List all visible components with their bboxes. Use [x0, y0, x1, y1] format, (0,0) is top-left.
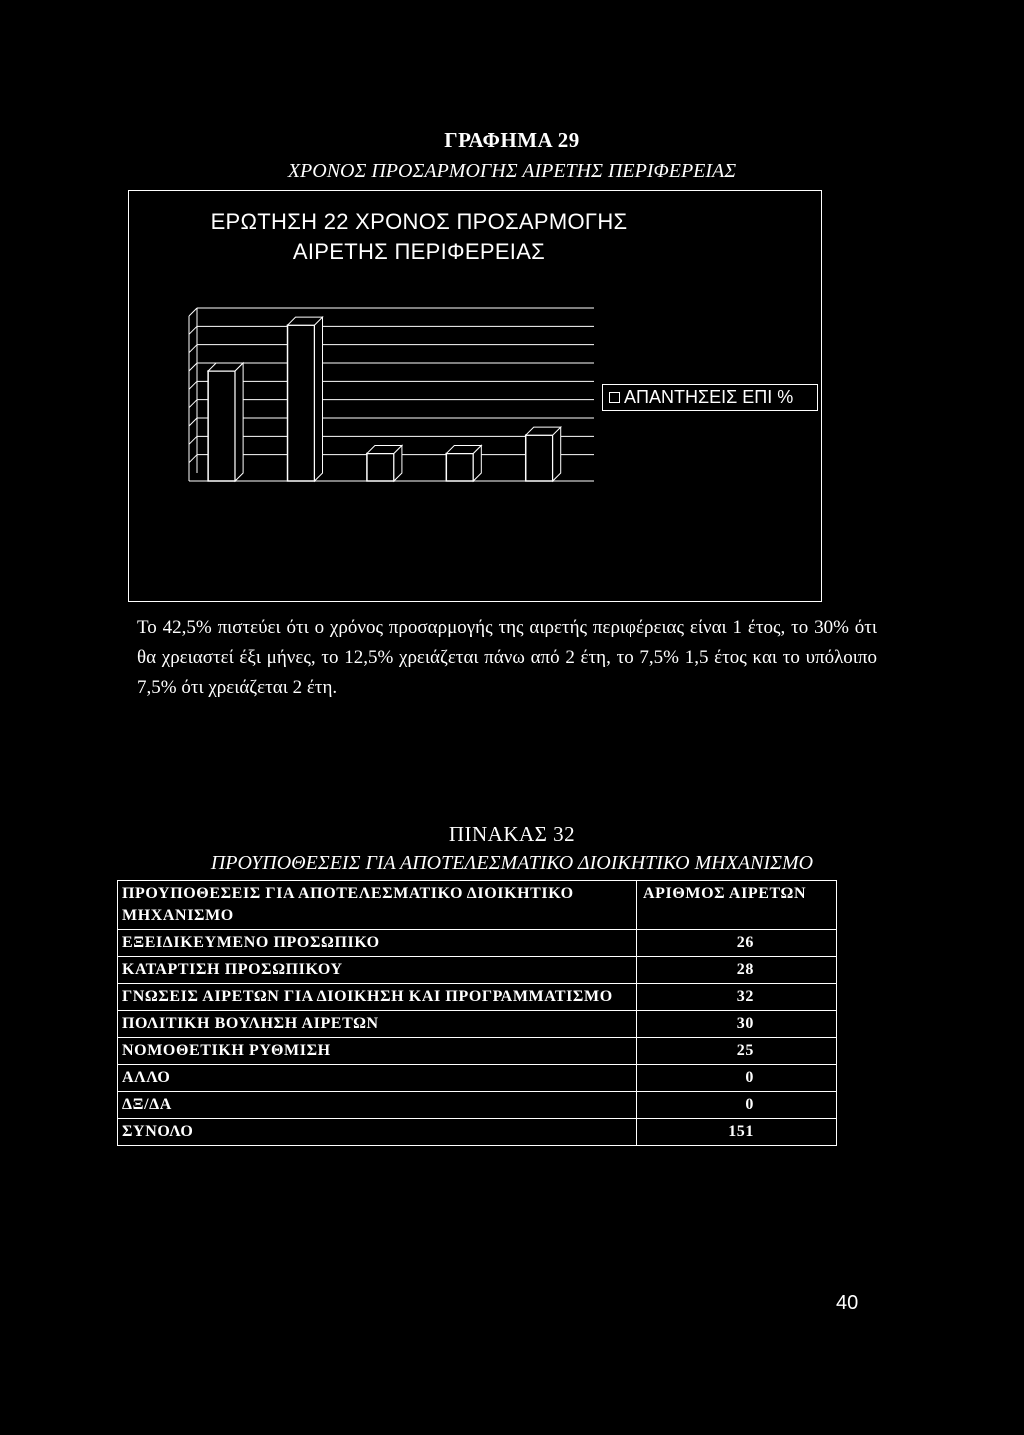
table-row — [118, 1065, 837, 1092]
table-cell-value: 25 — [637, 1038, 837, 1065]
table-cell-value: 30 — [637, 1011, 837, 1038]
gridline-side — [189, 326, 197, 334]
bar — [288, 325, 315, 481]
table-cell-label: ΚΑΤΑΡΤΙΣΗ ΠΡΟΣΩΠΙΚΟΥ — [118, 957, 637, 984]
page-number: 40 — [836, 1292, 859, 1314]
table-cell-value: 0 — [637, 1065, 837, 1092]
table-row — [118, 1092, 837, 1119]
graph-subtitle: ΧΡΟΝΟΣ ΠΡΟΣΑΡΜΟΓΗΣ ΑΙΡΕΤΗΣ ΠΕΡΙΦΕΡΕΙΑΣ — [287, 160, 737, 182]
bar — [208, 371, 235, 481]
chart-frame — [128, 190, 822, 602]
table-header-row — [118, 881, 837, 930]
chart-title-line-1: ΕΡΩΤΗΣΗ 22 ΧΡΟΝΟΣ ΠΡΟΣΑΡΜΟΓΗΣ — [210, 209, 628, 234]
table-cell-value: 32 — [637, 984, 837, 1011]
table-row — [118, 984, 837, 1011]
gridline-side — [189, 308, 197, 316]
table-title: ΠΙΝΑΚΑΣ 32 — [448, 822, 576, 846]
bar-side — [553, 427, 561, 481]
table-cell-value: 26 — [637, 930, 837, 957]
table-row — [118, 1119, 837, 1146]
table-cell-label: ΣΥΝΟΛΟ — [118, 1119, 637, 1146]
chart-title-line-2: ΑΙΡΕΤΗΣ ΠΕΡΙΦΕΡΕΙΑΣ — [292, 239, 546, 264]
table-cell-label: ΝΟΜΟΘΕΤΙΚΗ ΡΥΘΜΙΣΗ — [118, 1038, 637, 1065]
table-cell-value: 28 — [637, 957, 837, 984]
table-cell-label: ΑΛΛΟ — [118, 1065, 637, 1092]
table-row — [118, 930, 837, 957]
body-paragraph: Το 42,5% πιστεύει ότι ο χρόνος προσαρμογής της αιρετής περιφέρειας είναι 1 έτος, το 30% ότι θα χρειαστεί έξι μήνες, το 12,5% χρειάζεται πάνω από 2 έτη, το 7,5% 1,5 έτος και το υπόλοιπο 7,5% ότι χρειάζεται 2 έτη. — [137, 617, 877, 698]
legend-label: ΑΠΑΝΤΗΣΕΙΣ ΕΠΙ % — [624, 387, 794, 407]
bar — [526, 435, 553, 481]
bar-side — [315, 317, 323, 481]
gridline-side — [189, 345, 197, 353]
table-row — [118, 1038, 837, 1065]
table-cell-value: 151 — [637, 1119, 837, 1146]
table-cell-label: ΠΟΛΙΤΙΚΗ ΒΟΥΛΗΣΗ ΑΙΡΕΤΩΝ — [118, 1011, 637, 1038]
table-cell-label: ΓΝΩΣΕΙΣ ΑΙΡΕΤΩΝ ΓΙΑ ΔΙΟΙΚΗΣΗ ΚΑΙ ΠΡΟΓΡΑΜΜΑΤΙΣΜΟ — [118, 984, 637, 1011]
graph-title: ΓΡΑΦΗΜΑ 29 — [444, 128, 580, 152]
table-cell-label: ΕΞΕΙΔΙΚΕΥΜΕΝΟ ΠΡΟΣΩΠΙΚΟ — [118, 930, 637, 957]
gridline-side — [189, 381, 197, 389]
table-row — [118, 1011, 837, 1038]
table-subtitle: ΠΡΟΥΠΟΘΕΣΕΙΣ ΓΙΑ ΑΠΟΤΕΛΕΣΜΑΤΙΚΟ ΔΙΟΙΚΗΤΙΚΟ ΜΗΧΑΝΙΣΜΟ — [210, 852, 814, 874]
gridline-side — [189, 455, 197, 463]
legend-swatch — [609, 392, 620, 403]
gridline-side — [189, 436, 197, 444]
table-header-count: ΑΡΙΘΜΟΣ ΑΙΡΕΤΩΝ — [637, 881, 837, 930]
bar — [367, 454, 394, 482]
table-row — [118, 957, 837, 984]
chart-legend — [602, 384, 818, 411]
table-cell-label: ΔΞ/ΔΑ — [118, 1092, 637, 1119]
table-header-criteria: ΠΡΟΥΠΟΘΕΣΕΙΣ ΓΙΑ ΑΠΟΤΕΛΕΣΜΑΤΙΚΟ ΔΙΟΙΚΗΤΙΚΟ ΜΗΧΑΝΙΣΜΟ — [118, 881, 637, 930]
gridline-side — [189, 418, 197, 426]
gridline-side — [189, 363, 197, 371]
table-cell-value: 0 — [637, 1092, 837, 1119]
data-table — [117, 880, 837, 1146]
bar-side — [235, 363, 243, 481]
gridline-side — [189, 400, 197, 408]
bar — [446, 454, 473, 482]
